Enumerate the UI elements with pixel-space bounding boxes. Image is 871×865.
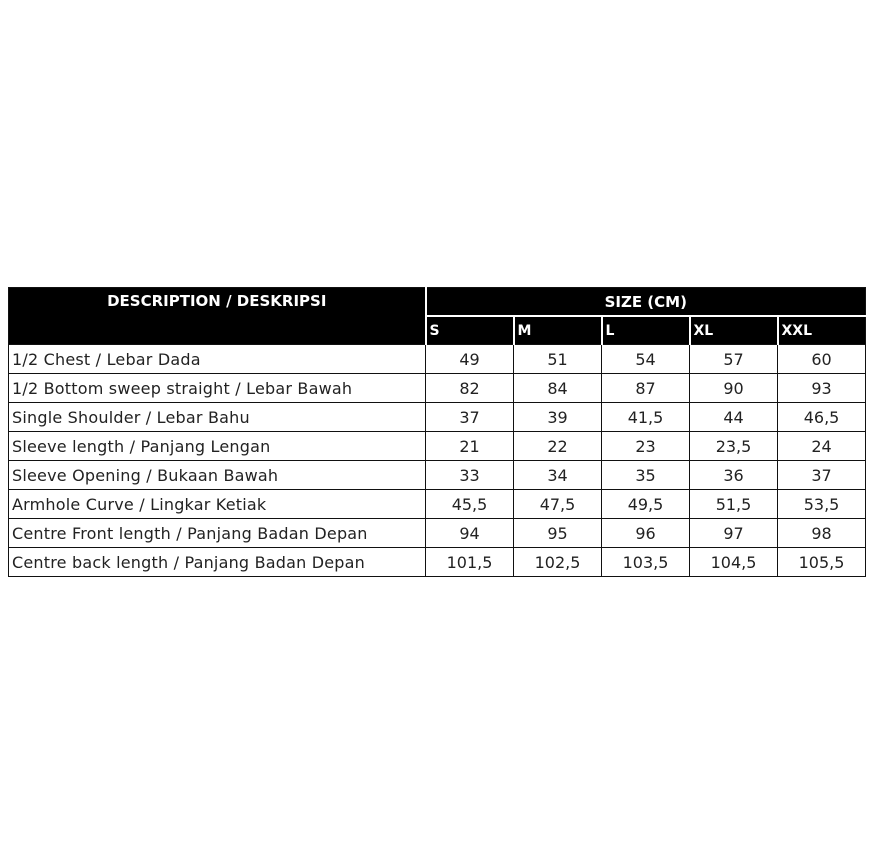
- table-cell: 60: [778, 345, 866, 374]
- table-cell: 51: [514, 345, 602, 374]
- size-label-xxl: XXL: [778, 316, 866, 345]
- table-cell: 90: [690, 374, 778, 403]
- size-header: SIZE (CM): [426, 288, 866, 317]
- table-body: [9, 345, 866, 577]
- table-row: [9, 374, 866, 403]
- table-cell: 94: [426, 519, 514, 548]
- table-cell: 45,5: [426, 490, 514, 519]
- size-label-l: L: [602, 316, 690, 345]
- table-cell: 101,5: [426, 548, 514, 577]
- table-cell: 39: [514, 403, 602, 432]
- table-cell: 22: [514, 432, 602, 461]
- table-cell: 96: [602, 519, 690, 548]
- table-cell: 102,5: [514, 548, 602, 577]
- table-cell: 23: [602, 432, 690, 461]
- table-row: [9, 461, 866, 490]
- table-cell: 93: [778, 374, 866, 403]
- row-label: 1/2 Bottom sweep straight / Lebar Bawah: [9, 374, 426, 403]
- header-row: [9, 288, 866, 317]
- table-cell: 49: [426, 345, 514, 374]
- table-cell: 82: [426, 374, 514, 403]
- table-cell: 51,5: [690, 490, 778, 519]
- row-label: Centre back length / Panjang Badan Depan: [9, 548, 426, 577]
- table-cell: 24: [778, 432, 866, 461]
- table-cell: 87: [602, 374, 690, 403]
- table-cell: 54: [602, 345, 690, 374]
- table-cell: 44: [690, 403, 778, 432]
- table-cell: 104,5: [690, 548, 778, 577]
- table-row: [9, 403, 866, 432]
- size-chart-table: [8, 287, 866, 577]
- table-cell: 35: [602, 461, 690, 490]
- size-label-xl: XL: [690, 316, 778, 345]
- table-cell: 57: [690, 345, 778, 374]
- row-label: 1/2 Chest / Lebar Dada: [9, 345, 426, 374]
- row-label: Single Shoulder / Lebar Bahu: [9, 403, 426, 432]
- size-label-m: M: [514, 316, 602, 345]
- row-label: Sleeve length / Panjang Lengan: [9, 432, 426, 461]
- table-row: [9, 519, 866, 548]
- row-label: Centre Front length / Panjang Badan Depan: [9, 519, 426, 548]
- table-cell: 37: [778, 461, 866, 490]
- table-cell: 53,5: [778, 490, 866, 519]
- table-header: [9, 288, 866, 345]
- table-cell: 23,5: [690, 432, 778, 461]
- table-cell: 98: [778, 519, 866, 548]
- table-row: [9, 548, 866, 577]
- table-cell: 49,5: [602, 490, 690, 519]
- row-label: Sleeve Opening / Bukaan Bawah: [9, 461, 426, 490]
- table-row: [9, 432, 866, 461]
- table-row: [9, 345, 866, 374]
- table-cell: 84: [514, 374, 602, 403]
- table-cell: 37: [426, 403, 514, 432]
- table-cell: 41,5: [602, 403, 690, 432]
- size-label-s: S: [426, 316, 514, 345]
- table-cell: 34: [514, 461, 602, 490]
- table-cell: 47,5: [514, 490, 602, 519]
- description-header: DESCRIPTION / DESKRIPSI: [9, 288, 426, 345]
- row-label: Armhole Curve / Lingkar Ketiak: [9, 490, 426, 519]
- table-cell: 103,5: [602, 548, 690, 577]
- table-cell: 33: [426, 461, 514, 490]
- table-cell: 46,5: [778, 403, 866, 432]
- table-cell: 21: [426, 432, 514, 461]
- table-cell: 105,5: [778, 548, 866, 577]
- table-cell: 97: [690, 519, 778, 548]
- table-cell: 36: [690, 461, 778, 490]
- table-cell: 95: [514, 519, 602, 548]
- table-row: [9, 490, 866, 519]
